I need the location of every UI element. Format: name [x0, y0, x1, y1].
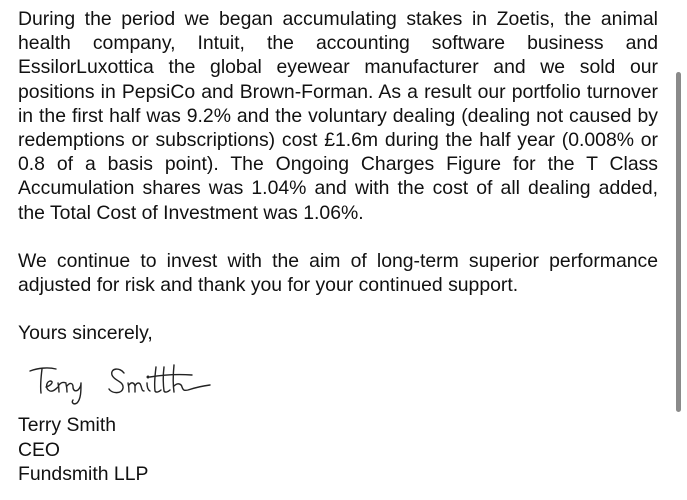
signature-block	[18, 413, 658, 486]
letter-body	[18, 7, 658, 486]
closing-salutation: Yours sincerely,	[18, 322, 153, 345]
signatory-name: Terry Smith	[18, 414, 117, 437]
signatory-company: Fundsmith LLP	[18, 462, 149, 485]
handwritten-signature	[24, 353, 234, 407]
signatory-title: CEO	[18, 438, 61, 461]
paragraph-continued-support: We continue to invest with the aim of long-term superior performance adjusted for risk and thank you for your continued support.	[18, 249, 658, 297]
paragraph-portfolio-activity: During the period we began accumulating stakes in Zoetis, the animal health company, Intuit, the accounting software business and EssilorLuxottica the global eyewear manufacturer and we sold our positions in PepsiCo and Brown-Forman. As a result our portfolio turnover in the first half was 9.2% and the voluntary dealing (dealing not caused by redemptions or subscriptions) cost £1.6m during the half year (0.008% or 0.8 of a basis point). The Ongoing Charges Figure for the T Class Accumulation shares was 1.04% and with the cost of all dealing added, the Total Cost of Investment was 1.06%.	[18, 8, 658, 224]
vertical-scrollbar[interactable]	[676, 72, 681, 412]
